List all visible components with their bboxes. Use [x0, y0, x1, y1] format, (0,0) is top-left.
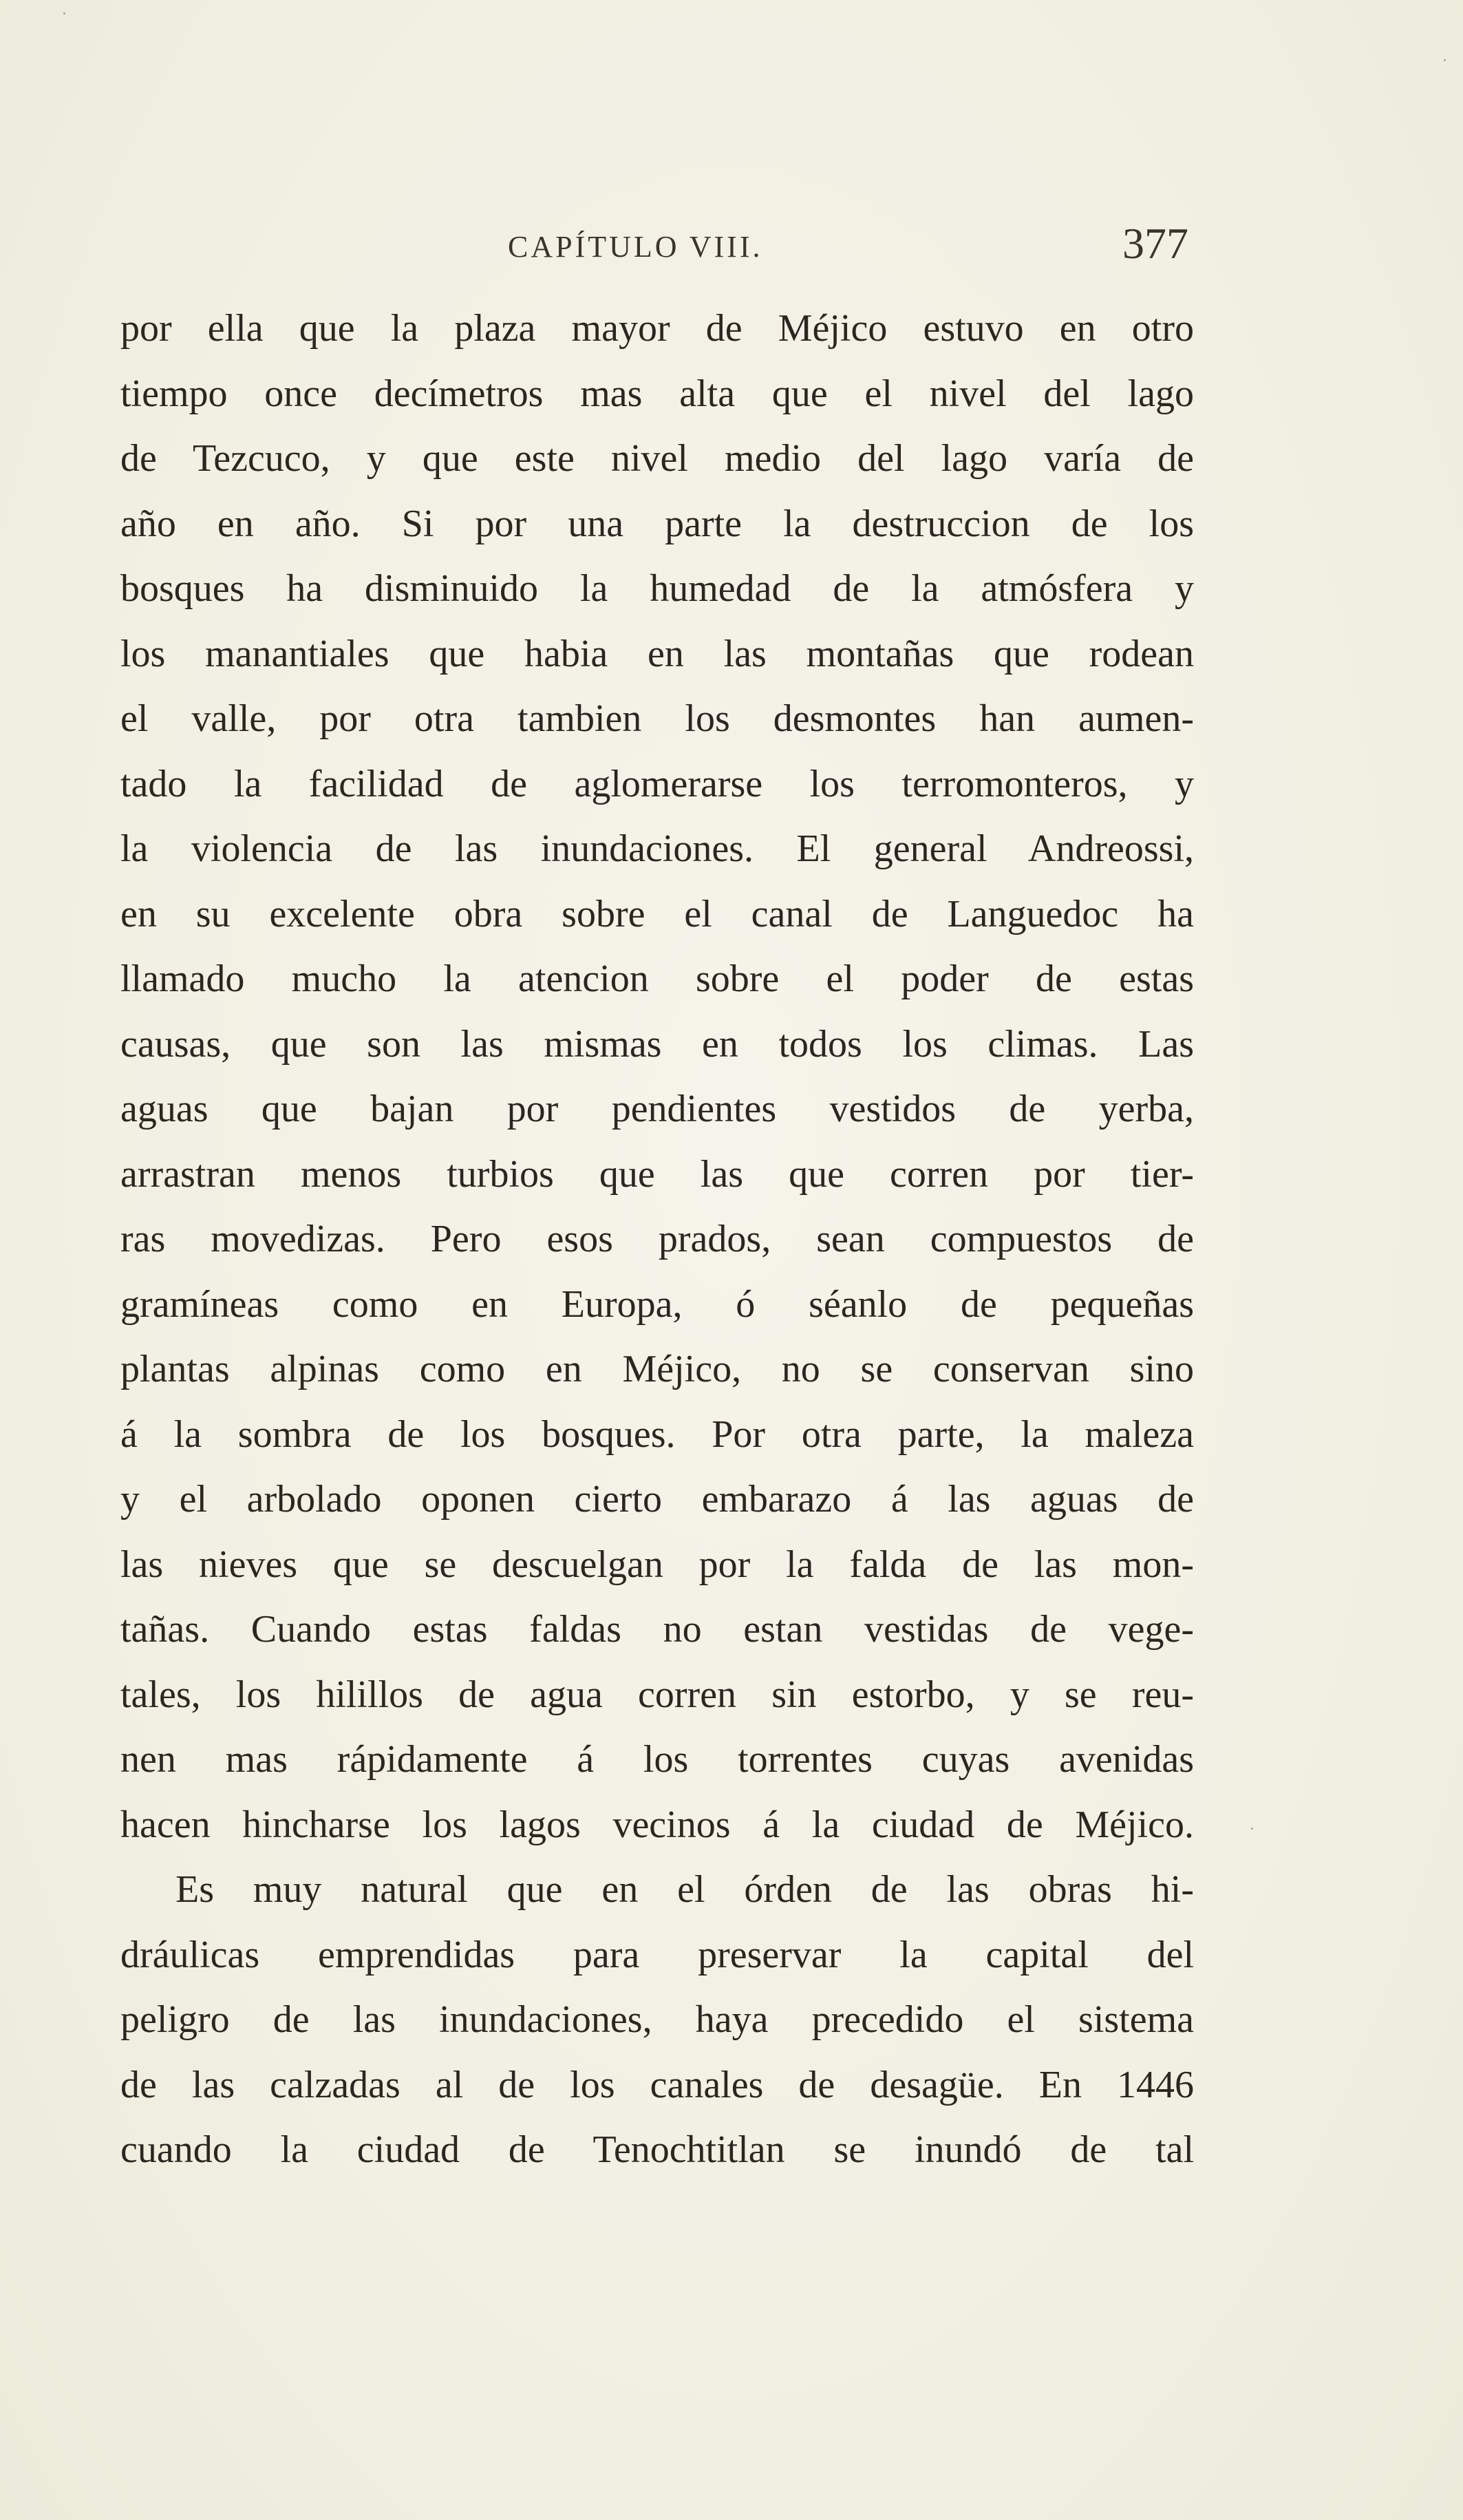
- page-number: 377: [1122, 219, 1188, 268]
- text-line: tado la facilidad de aglomerarse los terromonteros, y: [120, 762, 1194, 805]
- text-line: ras movedizas. Pero esos prados, sean compuestos de: [120, 1218, 1194, 1260]
- text-line: tañas. Cuando estas faldas no estan vestidas de vege-: [120, 1608, 1194, 1651]
- running-head: CAPÍTULO VIII.: [508, 230, 763, 264]
- text-line: año en año. Si por una parte la destruccion de los: [120, 502, 1194, 545]
- page-header: [120, 219, 1194, 272]
- text-line: el valle, por otra tambien los desmontes han aumen-: [120, 697, 1194, 740]
- text-line: de las calzadas al de los canales de desagüe. En 1446: [120, 2063, 1194, 2106]
- text-line: los manantiales que habia en las montañas que rodean: [120, 632, 1194, 675]
- paper-speck: [1251, 1828, 1253, 1830]
- text-line: hacen hincharse los lagos vecinos á la ciudad de Méjico.: [120, 1803, 1194, 1846]
- text-line: por ella que la plaza mayor de Méjico estuvo en otro: [120, 307, 1194, 350]
- text-line: bosques ha disminuido la humedad de la atmósfera y: [120, 567, 1194, 610]
- text-line: y el arbolado oponen cierto embarazo á las aguas de: [120, 1478, 1194, 1521]
- text-line: peligro de las inundaciones, haya precedido el sistema: [120, 1998, 1194, 2041]
- text-line-paragraph-start: Es muy natural que en el órden de las obras hi-: [175, 1868, 1194, 1911]
- text-line: la violencia de las inundaciones. El general Andreossi,: [120, 827, 1194, 870]
- text-line: de Tezcuco, y que este nivel medio del lago varía de: [120, 437, 1194, 480]
- text-line: gramíneas como en Europa, ó séanlo de pequeñas: [120, 1282, 1194, 1326]
- text-line: tiempo once decímetros mas alta que el nivel del lago: [120, 372, 1194, 415]
- text-line: arrastran menos turbios que las que corren por tier-: [120, 1152, 1194, 1196]
- body-text: [120, 296, 1194, 2183]
- text-line: plantas alpinas como en Méjico, no se conservan sino: [120, 1348, 1194, 1390]
- paper-speck: [1444, 59, 1446, 61]
- paper-speck: [63, 12, 65, 14]
- text-line: cuando la ciudad de Tenochtitlan se inundó de tal: [120, 2128, 1194, 2171]
- text-line: causas, que son las mismas en todos los climas. Las: [120, 1022, 1194, 1066]
- text-line: aguas que bajan por pendientes vestidos de yerba,: [120, 1088, 1194, 1130]
- text-line: en su excelente obra sobre el canal de Languedoc ha: [120, 892, 1194, 935]
- text-line: dráulicas emprendidas para preservar la capital del: [120, 1933, 1194, 1976]
- text-line: nen mas rápidamente á los torrentes cuyas avenidas: [120, 1738, 1194, 1781]
- text-line: llamado mucho la atencion sobre el poder de estas: [120, 957, 1194, 1000]
- text-line: tales, los hilillos de agua corren sin estorbo, y se reu-: [120, 1673, 1194, 1716]
- text-line: las nieves que se descuelgan por la falda de las mon-: [120, 1543, 1194, 1586]
- text-line: á la sombra de los bosques. Por otra parte, la maleza: [120, 1412, 1194, 1456]
